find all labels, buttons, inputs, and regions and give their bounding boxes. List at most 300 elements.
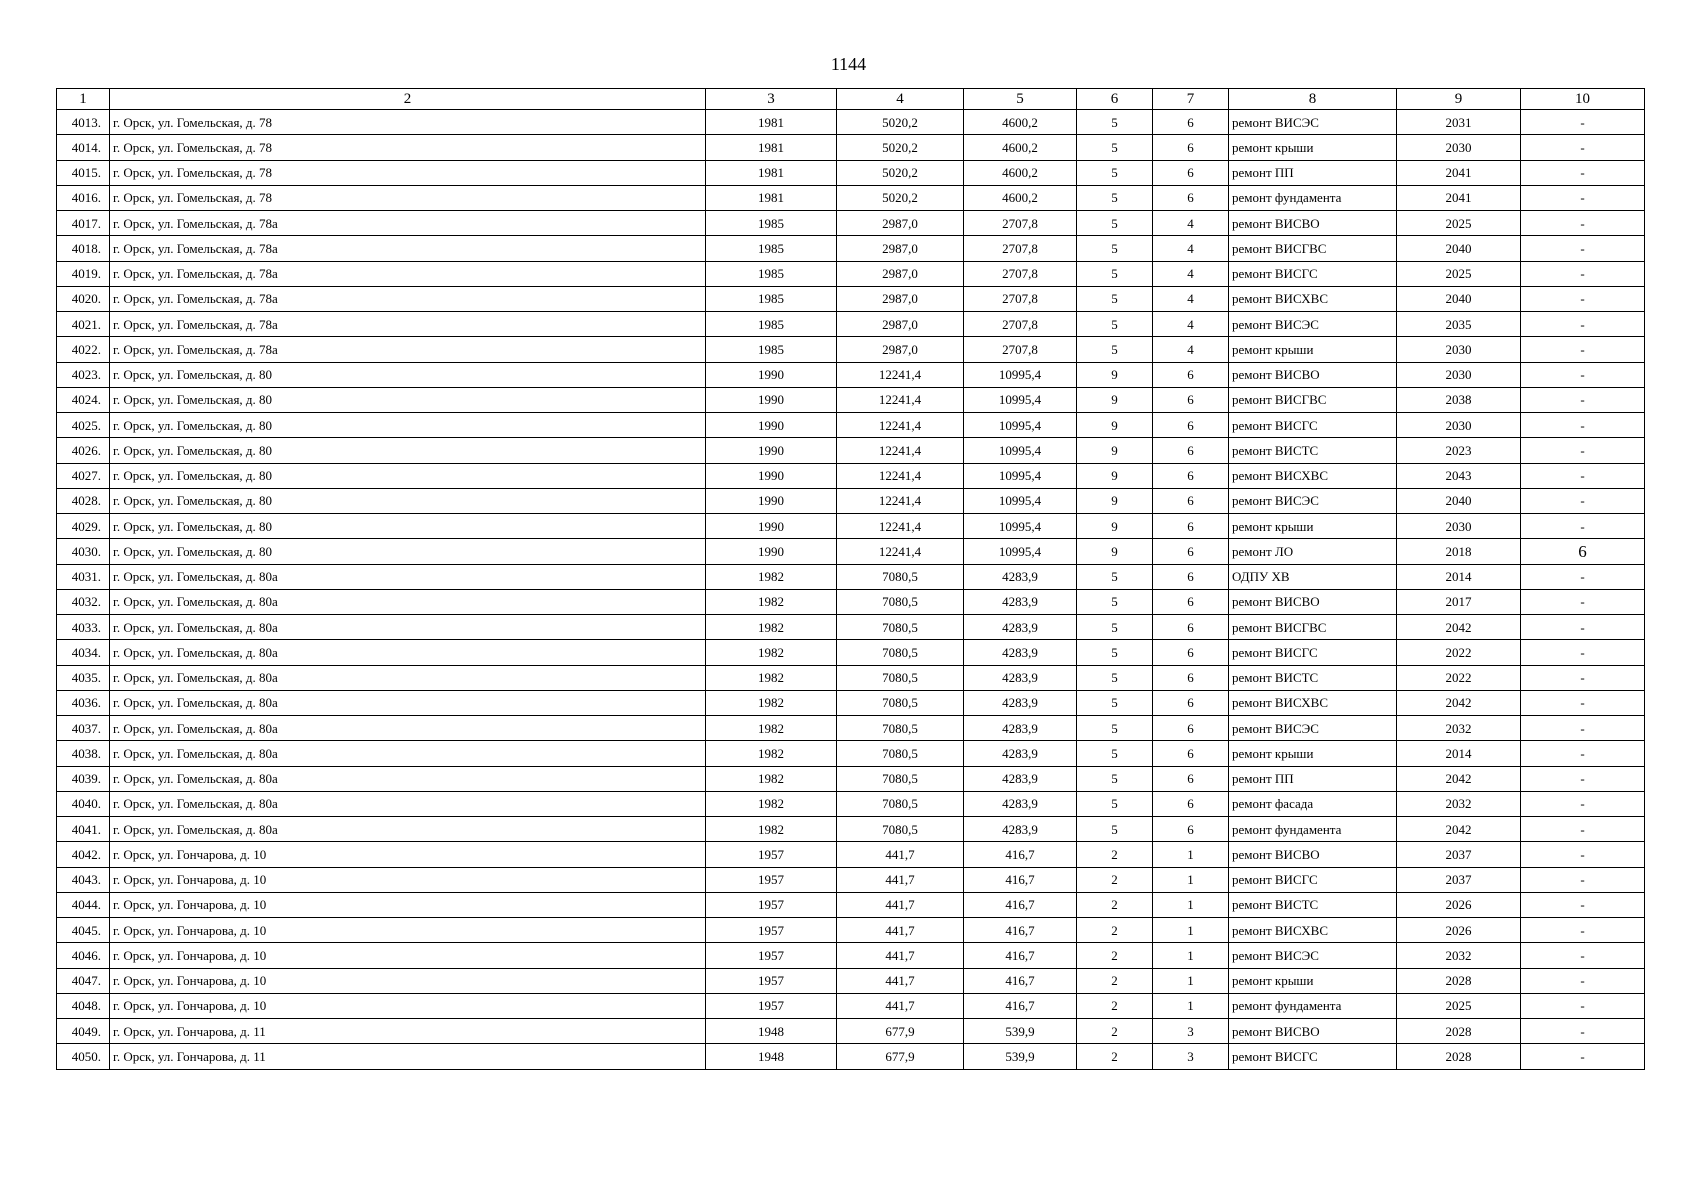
total-area-cell: 12241,4: [837, 387, 964, 412]
entrances-cell: 6: [1153, 413, 1229, 438]
table-row: [57, 185, 1645, 210]
column-header: 1: [57, 89, 110, 110]
row-number-cell: 4036.: [57, 690, 110, 715]
planned-year-cell: 2037: [1397, 842, 1521, 867]
planned-year-cell: 2028: [1397, 1044, 1521, 1069]
table-row: [57, 261, 1645, 286]
column-10-cell: -: [1521, 993, 1645, 1018]
row-number-cell: 4024.: [57, 387, 110, 412]
floors-cell: 5: [1077, 160, 1153, 185]
entrances-cell: 6: [1153, 716, 1229, 741]
work-type-cell: ремонт ПП: [1229, 160, 1397, 185]
total-area-cell: 7080,5: [837, 665, 964, 690]
row-number-cell: 4035.: [57, 665, 110, 690]
column-10-cell: -: [1521, 211, 1645, 236]
address-cell: г. Орск, ул. Гончарова, д. 10: [110, 918, 706, 943]
living-area-cell: 2707,8: [964, 337, 1077, 362]
total-area-cell: 7080,5: [837, 766, 964, 791]
address-cell: г. Орск, ул. Гончарова, д. 11: [110, 1019, 706, 1044]
living-area-cell: 4283,9: [964, 589, 1077, 614]
floors-cell: 9: [1077, 514, 1153, 539]
living-area-cell: 4283,9: [964, 690, 1077, 715]
column-header: 7: [1153, 89, 1229, 110]
entrances-cell: 6: [1153, 514, 1229, 539]
column-header: 3: [706, 89, 837, 110]
column-10-cell: -: [1521, 741, 1645, 766]
living-area-cell: 539,9: [964, 1044, 1077, 1069]
planned-year-cell: 2042: [1397, 615, 1521, 640]
table-row: [57, 488, 1645, 513]
floors-cell: 5: [1077, 185, 1153, 210]
work-type-cell: ремонт крыши: [1229, 337, 1397, 362]
planned-year-cell: 2041: [1397, 160, 1521, 185]
floors-cell: 2: [1077, 892, 1153, 917]
column-10-cell: -: [1521, 185, 1645, 210]
work-type-cell: ремонт крыши: [1229, 741, 1397, 766]
table-row: [57, 110, 1645, 135]
row-number-cell: 4016.: [57, 185, 110, 210]
work-type-cell: ОДПУ ХВ: [1229, 564, 1397, 589]
work-type-cell: ремонт ВИСХВС: [1229, 463, 1397, 488]
row-number-cell: 4037.: [57, 716, 110, 741]
page-number: 1144: [830, 54, 867, 74]
row-number-cell: 4034.: [57, 640, 110, 665]
row-number-cell: 4041.: [57, 817, 110, 842]
year-built-cell: 1981: [706, 160, 837, 185]
total-area-cell: 677,9: [837, 1019, 964, 1044]
table-row: [57, 791, 1645, 816]
year-built-cell: 1981: [706, 110, 837, 135]
planned-year-cell: 2042: [1397, 690, 1521, 715]
table-row: [57, 766, 1645, 791]
floors-cell: 5: [1077, 312, 1153, 337]
row-number-cell: 4023.: [57, 362, 110, 387]
address-cell: г. Орск, ул. Гомельская, д. 80а: [110, 640, 706, 665]
column-10-cell: -: [1521, 1044, 1645, 1069]
work-type-cell: ремонт ВИСГС: [1229, 640, 1397, 665]
living-area-cell: 416,7: [964, 867, 1077, 892]
floors-cell: 5: [1077, 286, 1153, 311]
table-body: [57, 110, 1645, 1070]
work-type-cell: ремонт ВИСЭС: [1229, 488, 1397, 513]
row-number-cell: 4028.: [57, 488, 110, 513]
work-type-cell: ремонт ВИСТС: [1229, 665, 1397, 690]
address-cell: г. Орск, ул. Гончарова, д. 11: [110, 1044, 706, 1069]
year-built-cell: 1957: [706, 968, 837, 993]
floors-cell: 9: [1077, 438, 1153, 463]
total-area-cell: 2987,0: [837, 286, 964, 311]
entrances-cell: 6: [1153, 135, 1229, 160]
row-number-cell: 4032.: [57, 589, 110, 614]
row-number-cell: 4017.: [57, 211, 110, 236]
year-built-cell: 1985: [706, 236, 837, 261]
table-row: [57, 1044, 1645, 1069]
table-row: [57, 640, 1645, 665]
row-number-cell: 4045.: [57, 918, 110, 943]
column-10-cell: -: [1521, 488, 1645, 513]
planned-year-cell: 2030: [1397, 514, 1521, 539]
column-10-cell: -: [1521, 564, 1645, 589]
floors-cell: 9: [1077, 463, 1153, 488]
work-type-cell: ремонт ВИСВО: [1229, 211, 1397, 236]
table-row: [57, 690, 1645, 715]
year-built-cell: 1948: [706, 1044, 837, 1069]
total-area-cell: 441,7: [837, 918, 964, 943]
table-row: [57, 741, 1645, 766]
total-area-cell: 677,9: [837, 1044, 964, 1069]
year-built-cell: 1990: [706, 539, 837, 564]
year-built-cell: 1990: [706, 387, 837, 412]
address-cell: г. Орск, ул. Гомельская, д. 80а: [110, 665, 706, 690]
year-built-cell: 1982: [706, 690, 837, 715]
work-type-cell: ремонт фундамента: [1229, 993, 1397, 1018]
column-header: 10: [1521, 89, 1645, 110]
floors-cell: 5: [1077, 766, 1153, 791]
entrances-cell: 6: [1153, 665, 1229, 690]
column-10-cell: -: [1521, 615, 1645, 640]
living-area-cell: 2707,8: [964, 312, 1077, 337]
planned-year-cell: 2022: [1397, 665, 1521, 690]
planned-year-cell: 2032: [1397, 791, 1521, 816]
column-10-cell: -: [1521, 766, 1645, 791]
address-cell: г. Орск, ул. Гомельская, д. 78: [110, 135, 706, 160]
row-number-cell: 4014.: [57, 135, 110, 160]
address-cell: г. Орск, ул. Гомельская, д. 80а: [110, 564, 706, 589]
planned-year-cell: 2041: [1397, 185, 1521, 210]
total-area-cell: 12241,4: [837, 413, 964, 438]
year-built-cell: 1990: [706, 463, 837, 488]
column-10-cell: -: [1521, 438, 1645, 463]
entrances-cell: 4: [1153, 211, 1229, 236]
column-header: 8: [1229, 89, 1397, 110]
work-type-cell: ремонт ВИСХВС: [1229, 690, 1397, 715]
address-cell: г. Орск, ул. Гончарова, д. 10: [110, 993, 706, 1018]
work-type-cell: ремонт ПП: [1229, 766, 1397, 791]
planned-year-cell: 2040: [1397, 236, 1521, 261]
row-number-cell: 4050.: [57, 1044, 110, 1069]
row-number-cell: 4047.: [57, 968, 110, 993]
year-built-cell: 1985: [706, 286, 837, 311]
living-area-cell: 10995,4: [964, 539, 1077, 564]
table-row: [57, 918, 1645, 943]
living-area-cell: 4600,2: [964, 185, 1077, 210]
entrances-cell: 6: [1153, 387, 1229, 412]
total-area-cell: 7080,5: [837, 817, 964, 842]
total-area-cell: 12241,4: [837, 539, 964, 564]
row-number-cell: 4042.: [57, 842, 110, 867]
column-header: 5: [964, 89, 1077, 110]
living-area-cell: 4283,9: [964, 817, 1077, 842]
floors-cell: 5: [1077, 665, 1153, 690]
table-row: [57, 1019, 1645, 1044]
table-row: [57, 993, 1645, 1018]
planned-year-cell: 2042: [1397, 817, 1521, 842]
address-cell: г. Орск, ул. Гомельская, д. 80а: [110, 817, 706, 842]
row-number-cell: 4018.: [57, 236, 110, 261]
table-row: [57, 615, 1645, 640]
column-10-cell: -: [1521, 791, 1645, 816]
year-built-cell: 1957: [706, 842, 837, 867]
column-10-cell: -: [1521, 312, 1645, 337]
total-area-cell: 7080,5: [837, 690, 964, 715]
row-number-cell: 4022.: [57, 337, 110, 362]
address-cell: г. Орск, ул. Гомельская, д. 80а: [110, 766, 706, 791]
planned-year-cell: 2022: [1397, 640, 1521, 665]
planned-year-cell: 2014: [1397, 741, 1521, 766]
total-area-cell: 2987,0: [837, 261, 964, 286]
planned-year-cell: 2040: [1397, 488, 1521, 513]
year-built-cell: 1982: [706, 640, 837, 665]
work-type-cell: ремонт ВИСТС: [1229, 438, 1397, 463]
address-cell: г. Орск, ул. Гомельская, д. 80а: [110, 690, 706, 715]
total-area-cell: 7080,5: [837, 589, 964, 614]
total-area-cell: 7080,5: [837, 564, 964, 589]
year-built-cell: 1982: [706, 615, 837, 640]
floors-cell: 9: [1077, 488, 1153, 513]
floors-cell: 9: [1077, 387, 1153, 412]
living-area-cell: 10995,4: [964, 413, 1077, 438]
column-10-cell: -: [1521, 968, 1645, 993]
entrances-cell: 1: [1153, 943, 1229, 968]
entrances-cell: 4: [1153, 236, 1229, 261]
work-type-cell: ремонт фасада: [1229, 791, 1397, 816]
address-cell: г. Орск, ул. Гомельская, д. 80а: [110, 791, 706, 816]
total-area-cell: 441,7: [837, 842, 964, 867]
year-built-cell: 1982: [706, 716, 837, 741]
work-type-cell: ремонт крыши: [1229, 514, 1397, 539]
total-area-cell: 7080,5: [837, 791, 964, 816]
address-cell: г. Орск, ул. Гомельская, д. 78: [110, 160, 706, 185]
year-built-cell: 1981: [706, 135, 837, 160]
address-cell: г. Орск, ул. Гомельская, д. 78: [110, 185, 706, 210]
address-cell: г. Орск, ул. Гомельская, д. 80: [110, 539, 706, 564]
row-number-cell: 4031.: [57, 564, 110, 589]
row-number-cell: 4013.: [57, 110, 110, 135]
total-area-cell: 5020,2: [837, 135, 964, 160]
total-area-cell: 2987,0: [837, 236, 964, 261]
planned-year-cell: 2028: [1397, 968, 1521, 993]
floors-cell: 5: [1077, 690, 1153, 715]
row-number-cell: 4048.: [57, 993, 110, 1018]
entrances-cell: 6: [1153, 791, 1229, 816]
table-row: [57, 160, 1645, 185]
year-built-cell: 1982: [706, 791, 837, 816]
work-type-cell: ремонт ВИСЭС: [1229, 110, 1397, 135]
planned-year-cell: 2042: [1397, 766, 1521, 791]
entrances-cell: 6: [1153, 463, 1229, 488]
column-10-cell: 6: [1521, 539, 1645, 564]
address-cell: г. Орск, ул. Гомельская, д. 80: [110, 387, 706, 412]
year-built-cell: 1957: [706, 867, 837, 892]
work-type-cell: ремонт ВИСХВС: [1229, 286, 1397, 311]
entrances-cell: 6: [1153, 615, 1229, 640]
table-row: [57, 211, 1645, 236]
row-number-cell: 4027.: [57, 463, 110, 488]
planned-year-cell: 2030: [1397, 337, 1521, 362]
floors-cell: 2: [1077, 867, 1153, 892]
living-area-cell: 10995,4: [964, 387, 1077, 412]
work-type-cell: ремонт ВИСГС: [1229, 1044, 1397, 1069]
column-10-cell: -: [1521, 337, 1645, 362]
living-area-cell: 4283,9: [964, 615, 1077, 640]
row-number-cell: 4046.: [57, 943, 110, 968]
planned-year-cell: 2040: [1397, 286, 1521, 311]
living-area-cell: 2707,8: [964, 236, 1077, 261]
entrances-cell: 6: [1153, 362, 1229, 387]
total-area-cell: 12241,4: [837, 488, 964, 513]
planned-year-cell: 2014: [1397, 564, 1521, 589]
living-area-cell: 416,7: [964, 993, 1077, 1018]
work-type-cell: ремонт ВИСГВС: [1229, 387, 1397, 412]
living-area-cell: 416,7: [964, 842, 1077, 867]
year-built-cell: 1982: [706, 564, 837, 589]
entrances-cell: 3: [1153, 1044, 1229, 1069]
address-cell: г. Орск, ул. Гомельская, д. 80: [110, 438, 706, 463]
row-number-cell: 4040.: [57, 791, 110, 816]
total-area-cell: 441,7: [837, 867, 964, 892]
column-10-cell: -: [1521, 716, 1645, 741]
address-cell: г. Орск, ул. Гончарова, д. 10: [110, 943, 706, 968]
work-type-cell: ремонт ВИСЭС: [1229, 943, 1397, 968]
table-row: [57, 892, 1645, 917]
planned-year-cell: 2018: [1397, 539, 1521, 564]
table-row: [57, 286, 1645, 311]
entrances-cell: 1: [1153, 842, 1229, 867]
address-cell: г. Орск, ул. Гомельская, д. 80: [110, 488, 706, 513]
table-row: [57, 665, 1645, 690]
living-area-cell: 4283,9: [964, 766, 1077, 791]
column-10-cell: -: [1521, 918, 1645, 943]
total-area-cell: 5020,2: [837, 185, 964, 210]
living-area-cell: 2707,8: [964, 286, 1077, 311]
address-cell: г. Орск, ул. Гомельская, д. 78а: [110, 312, 706, 337]
floors-cell: 5: [1077, 791, 1153, 816]
total-area-cell: 2987,0: [837, 312, 964, 337]
floors-cell: 5: [1077, 261, 1153, 286]
address-cell: г. Орск, ул. Гомельская, д. 78а: [110, 337, 706, 362]
year-built-cell: 1948: [706, 1019, 837, 1044]
planned-year-cell: 2023: [1397, 438, 1521, 463]
floors-cell: 2: [1077, 1019, 1153, 1044]
year-built-cell: 1982: [706, 817, 837, 842]
work-type-cell: ремонт фундамента: [1229, 817, 1397, 842]
entrances-cell: 6: [1153, 741, 1229, 766]
entrances-cell: 6: [1153, 690, 1229, 715]
work-type-cell: ремонт крыши: [1229, 135, 1397, 160]
year-built-cell: 1982: [706, 589, 837, 614]
row-number-cell: 4029.: [57, 514, 110, 539]
planned-year-cell: 2025: [1397, 993, 1521, 1018]
entrances-cell: 6: [1153, 640, 1229, 665]
column-10-cell: -: [1521, 892, 1645, 917]
registry-table: [56, 88, 1645, 1070]
table-row: [57, 236, 1645, 261]
entrances-cell: 1: [1153, 867, 1229, 892]
table-row: [57, 968, 1645, 993]
entrances-cell: 4: [1153, 286, 1229, 311]
entrances-cell: 1: [1153, 892, 1229, 917]
total-area-cell: 5020,2: [837, 110, 964, 135]
address-cell: г. Орск, ул. Гомельская, д. 78: [110, 110, 706, 135]
living-area-cell: 4283,9: [964, 791, 1077, 816]
column-10-cell: -: [1521, 867, 1645, 892]
year-built-cell: 1981: [706, 185, 837, 210]
living-area-cell: 4600,2: [964, 135, 1077, 160]
year-built-cell: 1985: [706, 312, 837, 337]
entrances-cell: 6: [1153, 817, 1229, 842]
living-area-cell: 4600,2: [964, 160, 1077, 185]
column-header: 2: [110, 89, 706, 110]
entrances-cell: 6: [1153, 589, 1229, 614]
work-type-cell: ремонт ВИСЭС: [1229, 716, 1397, 741]
living-area-cell: 10995,4: [964, 488, 1077, 513]
work-type-cell: ремонт ВИСГС: [1229, 413, 1397, 438]
table-row: [57, 539, 1645, 564]
living-area-cell: 416,7: [964, 968, 1077, 993]
work-type-cell: ремонт ВИСВО: [1229, 589, 1397, 614]
address-cell: г. Орск, ул. Гомельская, д. 78а: [110, 286, 706, 311]
entrances-cell: 6: [1153, 160, 1229, 185]
column-header: 9: [1397, 89, 1521, 110]
year-built-cell: 1985: [706, 261, 837, 286]
row-number-cell: 4015.: [57, 160, 110, 185]
work-type-cell: ремонт ВИСЭС: [1229, 312, 1397, 337]
table-row: [57, 817, 1645, 842]
total-area-cell: 12241,4: [837, 438, 964, 463]
entrances-cell: 1: [1153, 968, 1229, 993]
column-10-cell: -: [1521, 1019, 1645, 1044]
floors-cell: 5: [1077, 135, 1153, 160]
table-row: [57, 589, 1645, 614]
work-type-cell: ремонт ВИСГВС: [1229, 615, 1397, 640]
table-row: [57, 438, 1645, 463]
table-row: [57, 413, 1645, 438]
year-built-cell: 1957: [706, 993, 837, 1018]
address-cell: г. Орск, ул. Гомельская, д. 80а: [110, 741, 706, 766]
row-number-cell: 4019.: [57, 261, 110, 286]
living-area-cell: 416,7: [964, 943, 1077, 968]
column-10-cell: -: [1521, 236, 1645, 261]
total-area-cell: 441,7: [837, 892, 964, 917]
total-area-cell: 2987,0: [837, 211, 964, 236]
total-area-cell: 7080,5: [837, 716, 964, 741]
living-area-cell: 10995,4: [964, 463, 1077, 488]
planned-year-cell: 2032: [1397, 716, 1521, 741]
living-area-cell: 4283,9: [964, 716, 1077, 741]
column-10-cell: -: [1521, 387, 1645, 412]
living-area-cell: 416,7: [964, 918, 1077, 943]
address-cell: г. Орск, ул. Гончарова, д. 10: [110, 842, 706, 867]
work-type-cell: ремонт ВИСВО: [1229, 1019, 1397, 1044]
entrances-cell: 6: [1153, 185, 1229, 210]
living-area-cell: 2707,8: [964, 211, 1077, 236]
floors-cell: 5: [1077, 211, 1153, 236]
column-10-cell: -: [1521, 110, 1645, 135]
column-10-cell: -: [1521, 817, 1645, 842]
planned-year-cell: 2032: [1397, 943, 1521, 968]
year-built-cell: 1957: [706, 918, 837, 943]
total-area-cell: 12241,4: [837, 514, 964, 539]
column-10-cell: -: [1521, 842, 1645, 867]
planned-year-cell: 2026: [1397, 892, 1521, 917]
planned-year-cell: 2025: [1397, 211, 1521, 236]
table-row: [57, 362, 1645, 387]
work-type-cell: ремонт ВИСТС: [1229, 892, 1397, 917]
table-row: [57, 943, 1645, 968]
total-area-cell: 7080,5: [837, 615, 964, 640]
work-type-cell: ремонт ВИСХВС: [1229, 918, 1397, 943]
living-area-cell: 539,9: [964, 1019, 1077, 1044]
